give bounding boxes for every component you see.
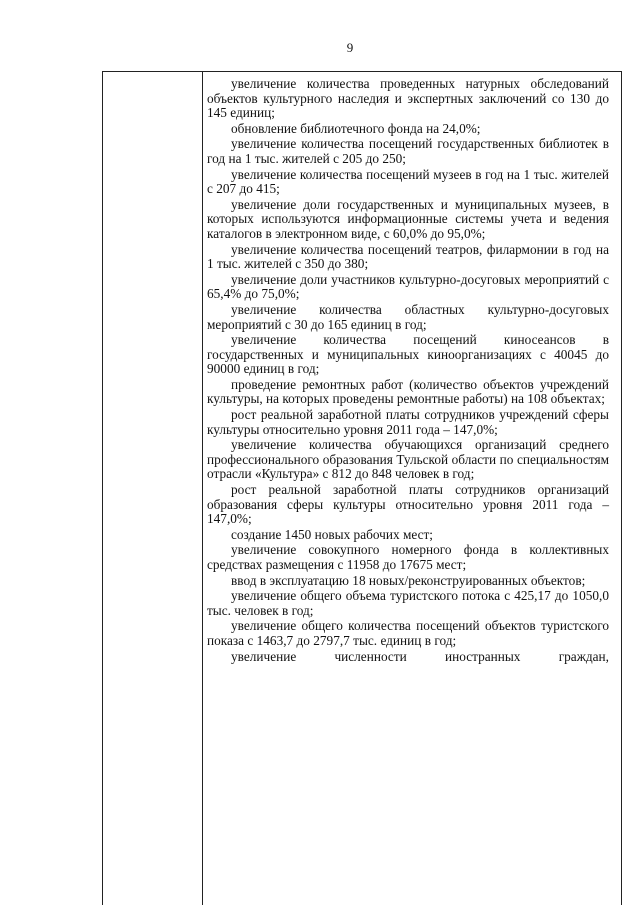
list-item: увеличение общего объема туристского потока с 425,17 до 1050,0 тыс. человек в год;: [207, 588, 609, 618]
content-table: [102, 71, 622, 905]
list-item: увеличение численности иностранных граждан,: [231, 648, 609, 664]
list-item: увеличение количества посещений театров, филармонии в год на 1 тыс. жителей с 350 до 380;: [207, 241, 609, 272]
list-item: проведение ремонтных работ (количество объектов учреждений культуры, на которых проведены ремонтные работы) на 108 объектах;: [207, 376, 609, 407]
list-item: увеличение количества областных культурно-досуговых мероприятий с 30 до 165 единиц в год;: [207, 301, 609, 332]
page-number: 9: [346, 40, 354, 55]
list-item: увеличение количества посещений музеев в год на 1 тыс. жителей с 207 до 415;: [207, 166, 609, 197]
list-item: увеличение доли участников культурно-досуговых мероприятий с 65,4% до 75,0%;: [207, 271, 609, 302]
list-item: обновление библиотечного фонда на 24,0%;: [231, 120, 481, 136]
list-item: увеличение доли государственных и муниципальных музеев, в которых используются информационные системы учета и ведения каталогов в электронном виде, с 60,0% до 95,0%;: [207, 196, 609, 241]
list-item: рост реальной заработной платы сотрудников учреждений сферы культуры относительно уровня 2011 года – 147,0%;: [207, 407, 609, 437]
table-text-cell: [207, 77, 609, 665]
list-item: увеличение совокупного номерного фонда в коллективных средствах размещения с 11958 до 17675 мест;: [207, 542, 609, 572]
list-item: создание 1450 новых рабочих мест;: [231, 526, 434, 542]
list-item: увеличение общего количества посещений объектов туристского показа с 1463,7 до 2797,7 тыс. единиц в год;: [207, 618, 609, 648]
list-item: увеличение количества проведенных натурных обследований объектов культурного наследия и экспертных заключений со 130 до 145 единиц;: [207, 76, 609, 121]
list-item: увеличение количества посещений киносеансов в государственных и муниципальных киноорганизациях с 40045 до 90000 единиц в год;: [207, 332, 609, 377]
column-divider: [202, 72, 203, 905]
list-item: увеличение количества обучающихся организаций среднего профессионального образования Тульской области по специальностям отрасли «Культура» с 812 до 848 человек в год;: [207, 437, 609, 482]
list-item: увеличение количества посещений государственных библиотек в год на 1 тыс. жителей с 205 до 250;: [207, 136, 609, 166]
list-item: ввод в эксплуатацию 18 новых/реконструированных объектов;: [231, 572, 586, 588]
list-item: рост реальной заработной платы сотрудников организаций образования сферы культуры относительно уровня 2011 года – 147,0%;: [207, 482, 609, 527]
